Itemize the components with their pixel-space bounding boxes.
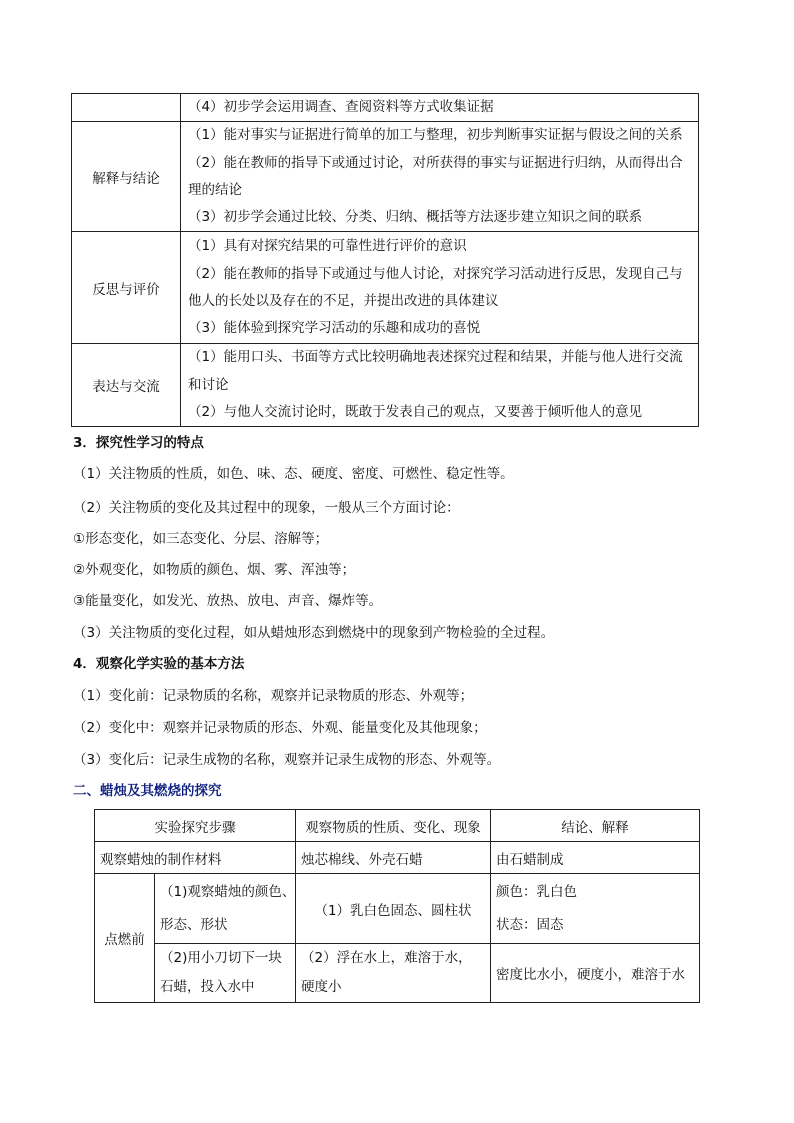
part-heading: 二、蜡烛及其燃烧的探究 (73, 783, 222, 799)
table-cell: （1）乳白色固态、圆柱状 (296, 874, 491, 944)
table-cell (155, 944, 296, 1003)
table-row (95, 842, 700, 874)
row-heading: 解释与结论 (72, 122, 181, 232)
cell-line: 状态：固态 (496, 916, 564, 933)
table-cell: 烛芯棉线、外壳石蜡 (296, 842, 491, 874)
content-line: （2）能在教师的指导下或通过讨论，对所获得的事实与证据进行归纳，从而得出合 (188, 154, 683, 171)
column-header: 结论、解释 (491, 810, 700, 842)
row-content (181, 94, 699, 122)
column-header: 实验探究步骤 (95, 810, 296, 842)
table-row (95, 944, 700, 1003)
table-row (72, 94, 699, 122)
paragraph: （1）关注物质的性质，如色、味、态、硬度、密度、可燃性、稳定性等。 (73, 466, 514, 482)
row-heading: 表达与交流 (72, 344, 181, 427)
group-label: 点燃前 (95, 874, 155, 1003)
row-content (181, 344, 699, 427)
cell-line: 颜色：乳白色 (496, 883, 577, 900)
content-line: 他人的长处以及存在的不足，并提出改进的具体建议 (188, 292, 499, 309)
content-line: （3）初步学会通过比较、分类、归纳、概括等方法逐步建立知识之间的联系 (188, 209, 643, 226)
content-line: 和讨论 (188, 376, 229, 393)
content-line: （3）能体验到探究学习活动的乐趣和成功的喜悦 (188, 320, 481, 337)
content-line: （1）能对事实与证据进行简单的加工与整理，初步判断事实证据与假设之间的关系 (188, 127, 683, 144)
content-line: 理的结论 (188, 181, 242, 198)
content-line: （4）初步学会运用调查、查阅资料等方式收集证据 (188, 99, 494, 115)
paragraph: ①形态变化，如三态变化、分层、溶解等； (73, 531, 329, 547)
cell-line: （1)观察蜡烛的颜色、 (160, 883, 296, 900)
table-header-row (95, 810, 700, 842)
row-heading: 反思与评价 (72, 232, 181, 344)
table-cell: 由石蜡制成 (491, 842, 700, 874)
table-cell: 密度比水小，硬度小，难溶于水 (491, 944, 700, 1003)
cell-line: （2)用小刀切下一块 (160, 950, 282, 966)
table-row (72, 122, 699, 232)
column-header: 观察物质的性质、变化、现象 (296, 810, 491, 842)
table-row (72, 232, 699, 344)
table-row (72, 344, 699, 427)
table-cell (491, 874, 700, 944)
content-line: （2）能在教师的指导下或通过与他人讨论，对探究学习活动进行反思，发现自己与 (188, 265, 683, 282)
row-heading (72, 94, 181, 122)
content-line: （1）能用口头、书面等方式比较明确地表述探究过程和结果，并能与他人进行交流 (188, 349, 683, 366)
cell-line: （2）浮在水上，难溶于水， (301, 950, 472, 966)
paragraph: ③能量变化，如发光、放热、放电、声音、爆炸等。 (73, 593, 383, 609)
paragraph: （3）变化后：记录生成物的名称，观察并记录生成物的形态、外观等。 (73, 752, 501, 768)
candle-experiment-table (94, 809, 700, 1003)
table-cell: 观察蜡烛的制作材料 (95, 842, 296, 874)
inquiry-skills-table (71, 93, 699, 427)
row-content (181, 232, 699, 344)
paragraph: （2）变化中：观察并记录物质的形态、外观、能量变化及其他现象； (73, 720, 487, 736)
cell-line: 石蜡，投入水中 (160, 979, 255, 995)
section-heading: 3．探究性学习的特点 (73, 435, 204, 451)
row-content (181, 122, 699, 232)
content-line: （2）与他人交流讨论时，既敢于发表自己的观点，又要善于倾听他人的意见 (188, 404, 643, 421)
table-cell (296, 944, 491, 1003)
content-line: （1）具有对探究结果的可靠性进行评价的意识 (188, 238, 467, 255)
cell-line: 硬度小 (301, 979, 342, 995)
paragraph: （1）变化前：记录物质的名称，观察并记录物质的形态、外观等； (73, 688, 474, 704)
paragraph: ②外观变化，如物质的颜色、烟、雾、浑浊等； (73, 562, 356, 578)
table-cell (155, 874, 296, 944)
cell-line: 形态、形状 (160, 916, 228, 933)
paragraph: （3）关注物质的变化过程，如从蜡烛形态到燃烧中的现象到产物检验的全过程。 (73, 625, 555, 641)
section-heading: 4．观察化学实验的基本方法 (73, 656, 245, 672)
table-row (95, 874, 700, 944)
paragraph: （2）关注物质的变化及其过程中的现象，一般从三个方面讨论： (73, 500, 460, 516)
